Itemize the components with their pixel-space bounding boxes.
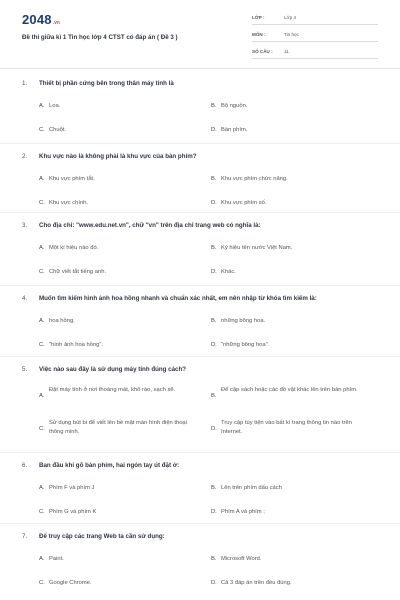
option-letter: B. xyxy=(211,318,217,324)
info-value: 11 xyxy=(284,49,289,54)
info-label: MÔN : xyxy=(252,32,266,37)
option-letter: A. xyxy=(39,485,45,491)
option-letter: C. xyxy=(39,342,45,348)
question-number: 5. xyxy=(22,366,28,373)
option-letter: C. xyxy=(39,127,45,133)
info-label: LỚP : xyxy=(252,15,265,20)
question-number: 3. xyxy=(22,222,28,229)
header-divider xyxy=(0,68,400,69)
option-letter: D. xyxy=(211,127,217,133)
option-letter: A. xyxy=(39,176,45,182)
info-row-class xyxy=(252,13,378,25)
option-letter: D. xyxy=(211,580,217,586)
option-text: Google Chrome. xyxy=(49,580,92,586)
option-letter: D. xyxy=(211,269,217,275)
question-text: Khu vực nào là không phải là khu vực của bàn phím? xyxy=(39,153,197,160)
option-text: Phím A và phím ; xyxy=(221,509,265,515)
option-text: Khu vực phím số. xyxy=(221,200,267,206)
question-separator xyxy=(0,523,400,524)
option-letter: D. xyxy=(211,342,217,348)
option-letter: A. xyxy=(39,556,45,562)
question-text: Để truy cập các trang Web ta cần sử dụng: xyxy=(39,533,165,540)
option-text: Sử dụng bút bi để viết lên bề mặt màn hình điện thoại thông minh. xyxy=(49,420,187,435)
option-letter: B. xyxy=(211,485,217,491)
question-text: Thiết bị phần cứng bên trong thân máy tính là xyxy=(39,80,174,87)
question-heading xyxy=(22,533,165,540)
option-letter: D. xyxy=(211,509,217,515)
option-letter: C. xyxy=(39,269,45,275)
option-text: Lên trên phím dấu cách xyxy=(221,485,282,491)
option-text: Khác. xyxy=(221,269,236,275)
option-letter: C. xyxy=(39,509,45,515)
question-heading xyxy=(22,366,186,373)
option-letter: C. xyxy=(39,580,45,586)
option-text: Đặt máy tính ở nơi thoáng mát, khô ráo, sạch sẽ. xyxy=(49,387,176,393)
question-separator xyxy=(0,143,400,144)
option-letter: A. xyxy=(39,393,45,399)
option-text: Bàn phím. xyxy=(221,127,248,133)
option-text: Phím G và phím K xyxy=(49,509,97,515)
option-text: những bông hoa. xyxy=(221,318,266,324)
question-text: Ban đầu khi gõ bàn phím, hai ngón tay út đặt ở: xyxy=(39,462,180,469)
option-text: Phím F và phím J xyxy=(49,485,95,491)
option-text: Khu vực phím tắt. xyxy=(49,176,95,182)
question-text: Muốn tìm kiếm hình ảnh hoa hồng nhanh và chuẩn xác nhất, em nên nhập từ khóa tìm kiếm là: xyxy=(39,295,317,302)
question-heading xyxy=(22,462,179,469)
question-number: 7. xyxy=(22,533,28,540)
option-letter: A. xyxy=(39,103,45,109)
page-title: Đề thi giữa kì 1 Tin học lớp 4 CTST có đáp án ( Đề 3 ) xyxy=(22,34,178,41)
question-text: Việc nào sau đây là sử dụng máy tính đúng cách? xyxy=(39,366,187,373)
option-letter: D. xyxy=(211,200,217,206)
option-letter: C. xyxy=(39,200,45,206)
option-text: "những bông hoa". xyxy=(221,342,270,348)
question-separator xyxy=(0,212,400,213)
question-separator xyxy=(0,452,400,453)
option-text: "hình ảnh hoa hồng". xyxy=(49,342,104,348)
question-heading xyxy=(22,222,261,229)
option-letter: B. xyxy=(211,176,217,182)
exam-info xyxy=(252,13,378,64)
question-separator xyxy=(0,356,400,357)
question-number: 2. xyxy=(22,153,28,160)
option-letter: B. xyxy=(211,556,217,562)
info-value: Tin học xyxy=(284,32,299,37)
option-text: Loa. xyxy=(49,103,61,109)
option-text: Bộ nguồn. xyxy=(221,103,248,109)
option-text: Ký hiệu tên nước Việt Nam. xyxy=(221,245,293,251)
option-text: Khu vực phím chức năng. xyxy=(221,176,288,182)
logo-number: 2048 xyxy=(22,12,52,27)
question-text: Cho địa chỉ: "www.edu.net.vn", chữ "vn" trên địa chỉ trang web có nghĩa là: xyxy=(39,222,261,229)
option-letter: A. xyxy=(39,245,45,251)
option-text: Để cặp sách hoặc các đồ vật khác lên trên bàn phím. xyxy=(221,387,358,393)
option-text: Một kí hiệu nào đó. xyxy=(49,245,99,251)
option-text: Microsoft Word. xyxy=(221,556,262,562)
option-letter: B. xyxy=(211,245,217,251)
question-heading xyxy=(22,295,317,302)
option-letter: A. xyxy=(39,318,45,324)
question-heading xyxy=(22,80,174,87)
question-heading xyxy=(22,153,197,160)
question-number: 1. xyxy=(22,80,28,87)
option-letter: B. xyxy=(211,393,217,399)
info-label: SỐ CÂU : xyxy=(252,49,273,54)
info-row-count xyxy=(252,47,378,59)
question-number: 4. xyxy=(22,295,28,302)
question-number: 6. xyxy=(22,462,28,469)
logo-domain: .vn xyxy=(52,20,60,26)
option-text: hoa hồng. xyxy=(49,318,75,324)
option-text: Truy cập tùy tiện vào bất kì trang thông tin nào trên Internet. xyxy=(221,420,352,435)
option-text: Chữ viết tắt tiếng anh. xyxy=(49,269,107,275)
option-letter: C. xyxy=(39,426,45,432)
option-text: Cả 3 đáp án trên đều đúng. xyxy=(221,580,292,586)
info-value: Lớp 4 xyxy=(284,15,296,20)
option-text: Chuột. xyxy=(49,127,67,133)
option-text: Khu vực chính. xyxy=(49,200,89,206)
question-separator xyxy=(0,285,400,286)
site-logo[interactable] xyxy=(22,13,60,27)
info-row-subject xyxy=(252,30,378,42)
option-letter: D. xyxy=(211,426,217,432)
option-text: Paint. xyxy=(49,556,64,562)
option-letter: B. xyxy=(211,103,217,109)
